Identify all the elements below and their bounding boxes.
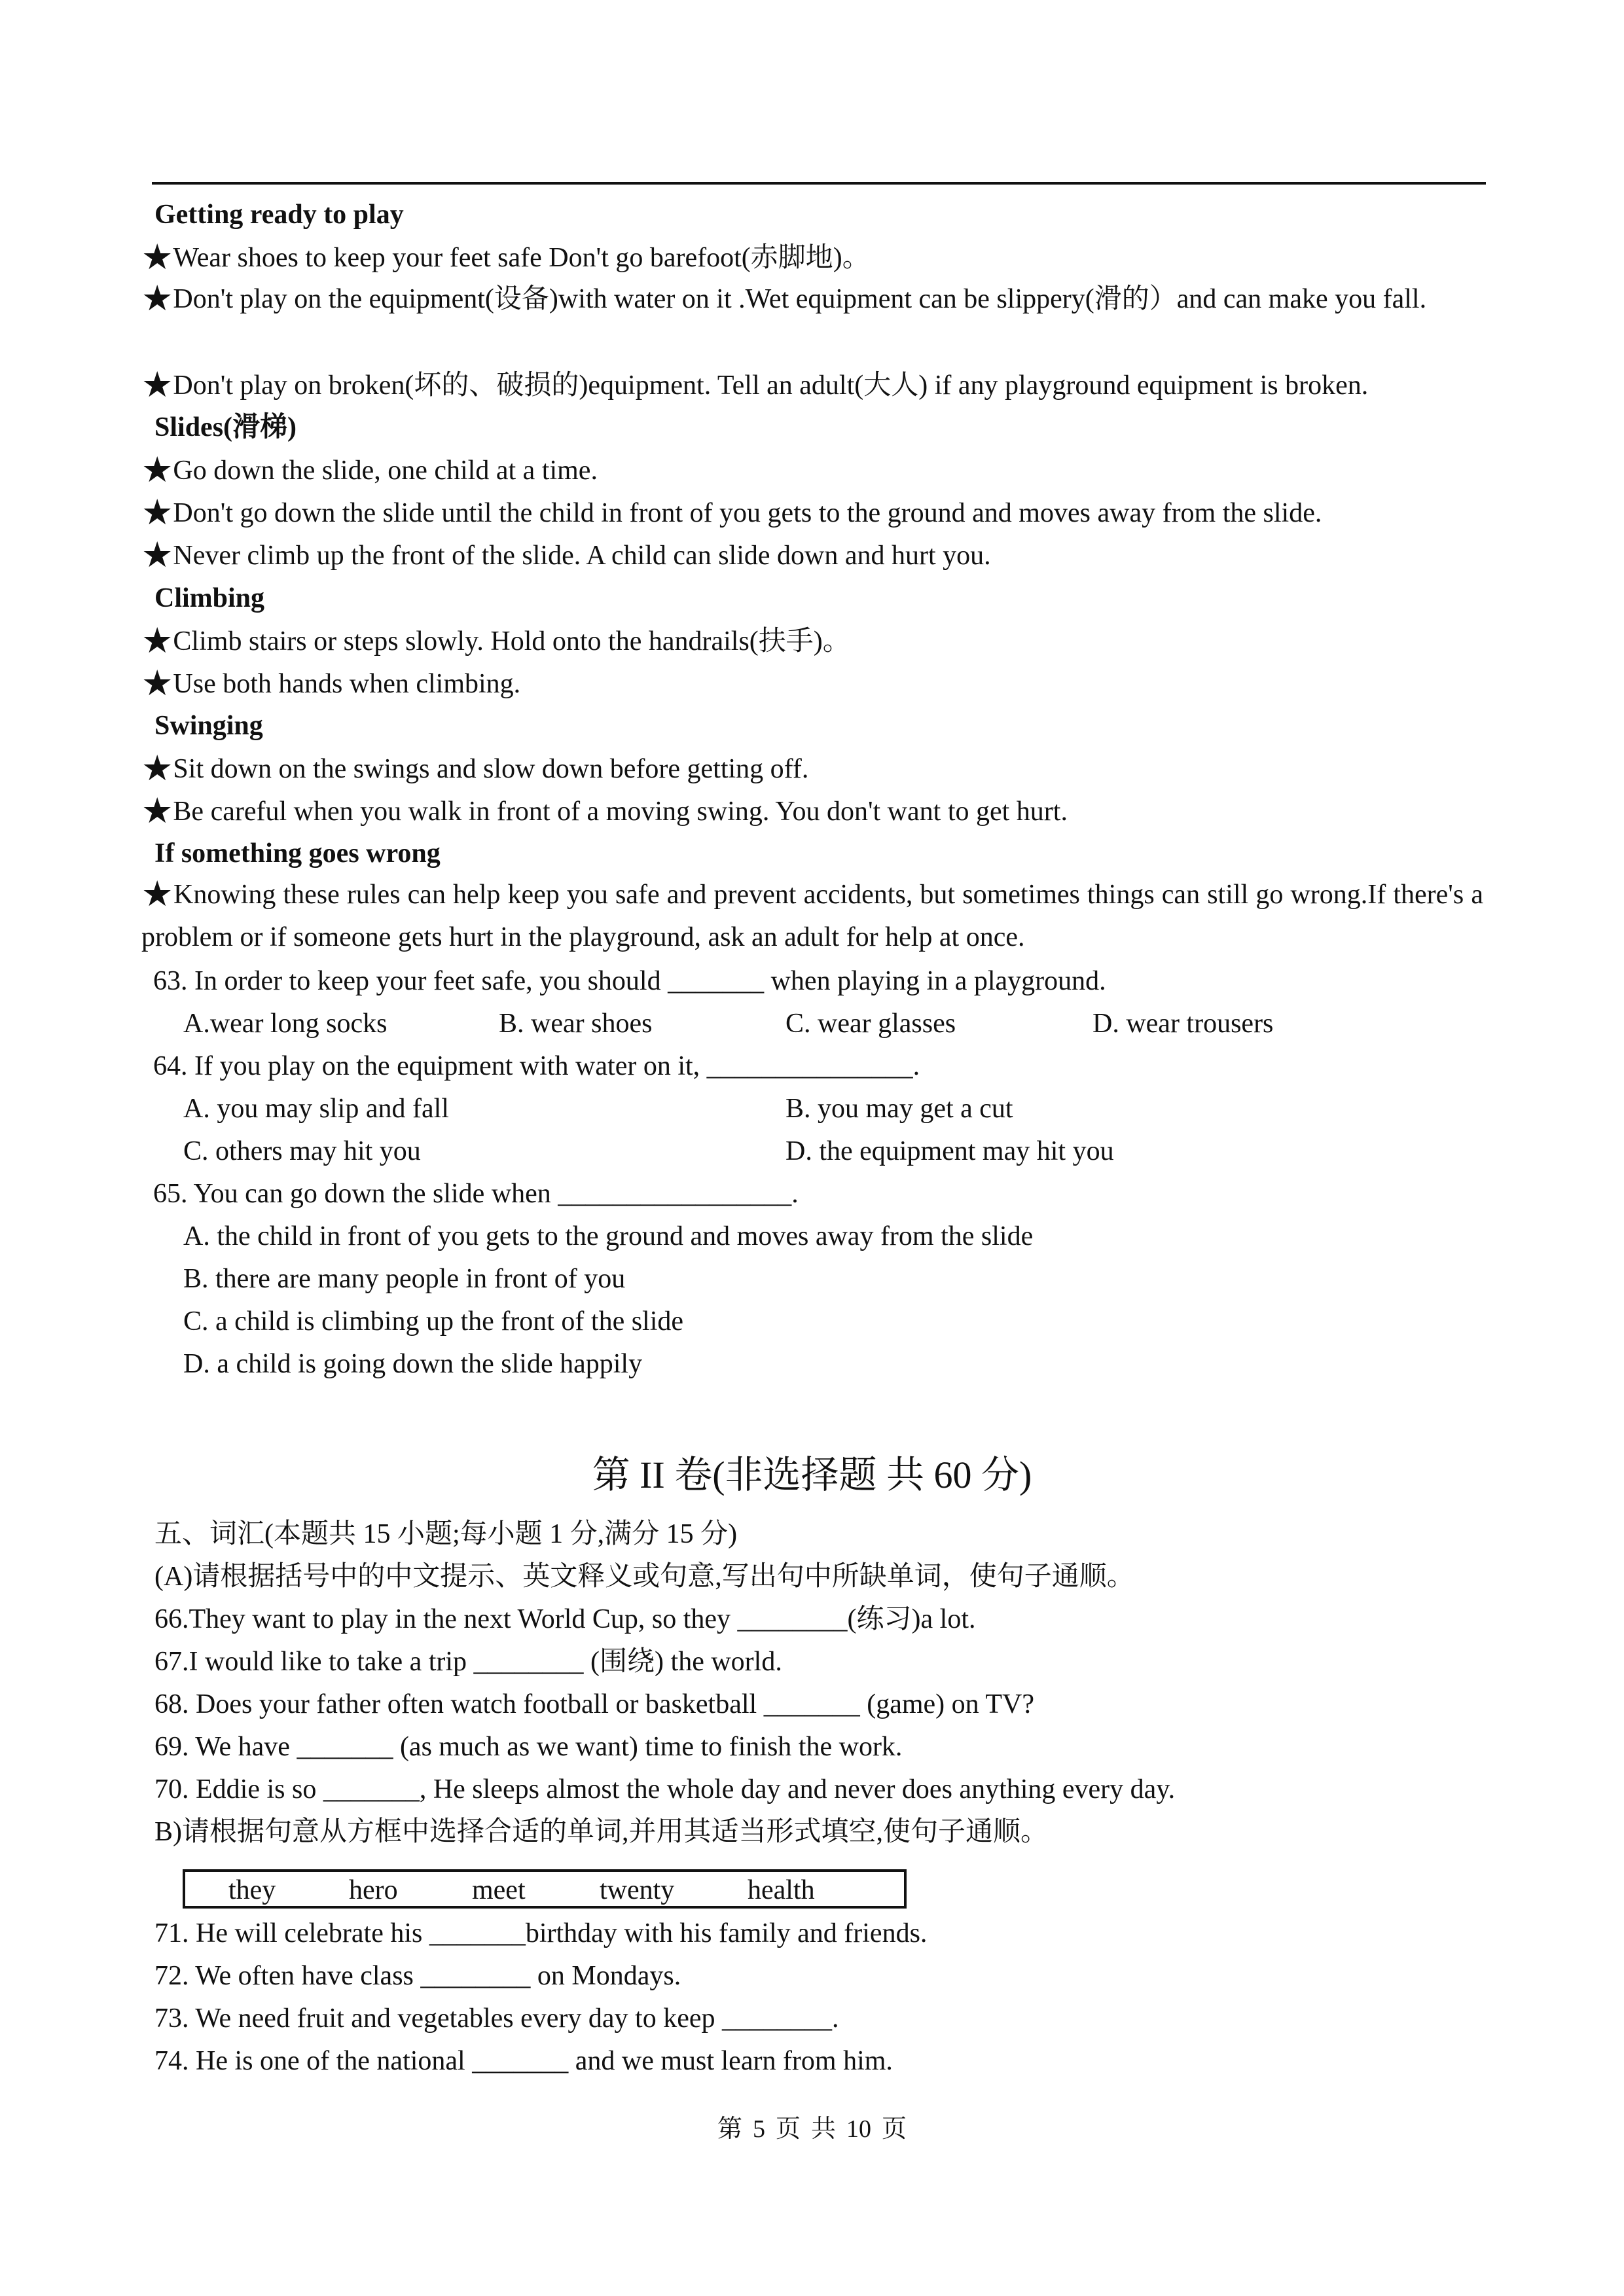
rule-item: ★Don't go down the slide until the child in front of you gets to the ground and moves away from the slide.	[141, 493, 1322, 532]
star-icon: ★	[141, 749, 173, 788]
star-icon: ★	[141, 279, 173, 318]
vocab-item-72: 72. We often have class ________ on Mondays.	[154, 1961, 681, 1991]
star-icon: ★	[141, 493, 173, 532]
rule-item: ★Wear shoes to keep your feet safe Don't go barefoot(赤脚地)。	[141, 238, 870, 277]
star-icon: ★	[141, 365, 173, 404]
word-box-item: hero	[349, 1875, 398, 1905]
option-64-c: C. others may hit you	[183, 1136, 421, 1166]
part-a-instruction: (A)请根据括号中的中文提示、英文释义或句意,写出句中所缺单词，使句子通顺。	[154, 1562, 1134, 1592]
page-total: 10	[846, 2115, 872, 2143]
option-65-d: D. a child is going down the slide happily	[183, 1349, 643, 1379]
page-number: 5	[752, 2115, 765, 2143]
option-65-a: A. the child in front of you gets to the ground and moves away from the slide	[183, 1221, 1034, 1251]
vocab-item-69: 69. We have _______ (as much as we want) time to finish the work.	[154, 1732, 903, 1762]
star-icon: ★	[141, 621, 173, 660]
option-63-d: D. wear trousers	[1092, 1009, 1274, 1039]
star-icon: ★	[141, 791, 173, 831]
rule-item: ★Don't play on the equipment(设备)with water on it .Wet equipment can be slippery(滑的）and can make you fall.	[141, 279, 1427, 318]
rule-item: ★Use both hands when climbing.	[141, 664, 521, 703]
section-heading-swinging: Swinging	[154, 711, 263, 741]
section-five-heading: 五、词汇(本题共 15 小题;每小题 1 分,满分 15 分)	[154, 1519, 738, 1549]
word-box-item: twenty	[600, 1875, 675, 1905]
vocab-item-73: 73. We need fruit and vegetables every day to keep ________.	[154, 2003, 839, 2034]
vocab-item-70: 70. Eddie is so _______, He sleeps almost the whole day and never does anything every day.	[154, 1774, 1176, 1804]
option-64-d: D. the equipment may hit you	[785, 1136, 1114, 1166]
word-box	[183, 1869, 907, 1909]
rule-item: ★Sit down on the swings and slow down before getting off.	[141, 749, 809, 788]
rule-item: ★Climb stairs or steps slowly. Hold onto the handrails(扶手)。	[141, 621, 850, 660]
option-65-b: B. there are many people in front of you	[183, 1264, 626, 1294]
rule-item: ★Be careful when you walk in front of a moving swing. You don't want to get hurt.	[141, 791, 1068, 831]
rule-item: ★Never climb up the front of the slide. A child can slide down and hurt you.	[141, 535, 991, 575]
star-icon: ★	[141, 664, 173, 703]
option-63-a: A.wear long socks	[183, 1009, 388, 1039]
rule-item: ★Go down the slide, one child at a time.	[141, 450, 598, 490]
vocab-item-74: 74. He is one of the national _______ and we must learn from him.	[154, 2046, 893, 2076]
word-box-item: health	[748, 1875, 815, 1905]
section-heading-something-wrong: If something goes wrong	[154, 838, 441, 869]
vocab-item-71: 71. He will celebrate his _______birthday with his family and friends.	[154, 1918, 928, 1948]
vocab-item-68: 68. Does your father often watch football or basketball _______ (game) on TV?	[154, 1689, 1034, 1719]
section-heading-slides: Slides(滑梯)	[154, 412, 297, 442]
question-64: 64. If you play on the equipment with water on it, _______________.	[153, 1051, 920, 1081]
vocab-item-67: 67.I would like to take a trip ________ (围绕) the world.	[154, 1647, 782, 1677]
star-icon: ★	[141, 238, 173, 277]
rule-item: ★Don't play on broken(坏的、破损的)equipment. Tell an adult(大人) if any playground equipment is broken.	[141, 365, 1369, 404]
vocab-item-66: 66.They want to play in the next World Cup, so they ________(练习)a lot.	[154, 1604, 976, 1634]
top-rule	[152, 182, 1486, 185]
option-63-b: B. wear shoes	[499, 1009, 653, 1039]
star-icon: ★	[141, 535, 173, 575]
option-65-c: C. a child is climbing up the front of the slide	[183, 1306, 684, 1336]
part-b-instruction: B)请根据句意从方框中选择合适的单词,并用其适当形式填空,使句子通顺。	[154, 1817, 1049, 1847]
rule-item: ★Knowing these rules can help keep you safe and prevent accidents, but sometimes things can still go wrong.If there's a problem or if someone gets hurt in the playground, ask an adult for help at once.	[141, 874, 1483, 952]
page-footer: 第 5 页 共 10 页	[717, 2115, 907, 2143]
star-icon: ★	[141, 450, 173, 490]
star-icon: ★	[141, 874, 174, 914]
question-63: 63. In order to keep your feet safe, you should _______ when playing in a playground.	[153, 966, 1106, 996]
option-64-a: A. you may slip and fall	[183, 1094, 449, 1124]
part-two-title: 第 II 卷(非选择题 共 60 分)	[592, 1454, 1032, 1496]
option-63-c: C. wear glasses	[785, 1009, 956, 1039]
question-65: 65. You can go down the slide when _________________.	[153, 1179, 799, 1209]
word-box-item: meet	[472, 1875, 526, 1905]
word-box-item: they	[228, 1875, 276, 1905]
option-64-b: B. you may get a cut	[785, 1094, 1013, 1124]
section-heading-climbing: Climbing	[154, 583, 265, 613]
section-heading-getting-ready: Getting ready to play	[154, 200, 404, 230]
